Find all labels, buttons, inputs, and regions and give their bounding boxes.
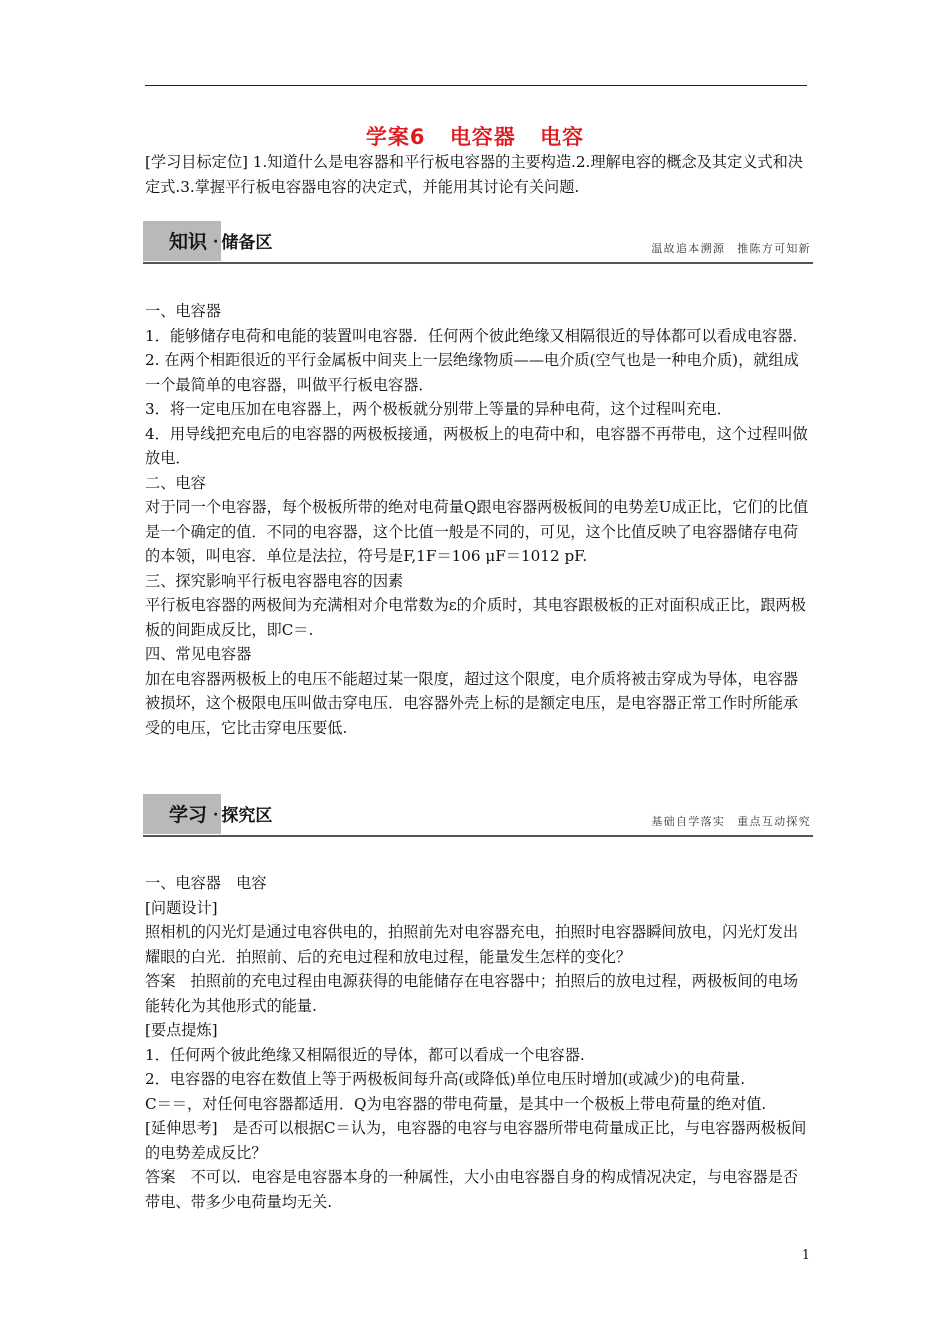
paragraph: 照相机的闪光灯是通过电容供电的，拍照前先对电容器充电，拍照时电容器瞬间放电，闪光灯发出耀眼的白光．拍照前、后的充电过程和放电过程，能量发生怎样的变化？ bbox=[145, 923, 799, 966]
banner-sub: 探究区 bbox=[221, 806, 273, 826]
title-topic-1: 电容器 bbox=[449, 125, 516, 149]
paragraph: 四、常见电容器 bbox=[145, 645, 252, 663]
slogan-right: 重点互动探究 bbox=[737, 815, 811, 828]
banner-underline bbox=[143, 835, 813, 837]
paragraph: 2. 在两个相距很近的平行金属板中间夹上一层绝缘物质——电介质(空气也是一种电介质)，就组成一个最简单的电容器，叫做平行板电容器． bbox=[145, 351, 799, 394]
slogan-right: 推陈方可知新 bbox=[737, 242, 811, 255]
paragraph: 三、探究影响平行板电容器电容的因素 bbox=[145, 571, 404, 590]
paragraph: 1．任何两个彼此绝缘又相隔很近的导体，都可以看成一个电容器. bbox=[145, 1045, 585, 1064]
banner-underline bbox=[143, 262, 813, 264]
paragraph: 一、电容器 电容 bbox=[145, 874, 267, 892]
banner-dot: · bbox=[213, 234, 219, 250]
paragraph: [问题设计] bbox=[145, 898, 218, 917]
banner-label bbox=[169, 800, 272, 827]
paragraph: 平行板电容器的两极间为充满相对介电常数为ε的介质时，其电容跟极板的正对面积成正比，跟两极板的间距成反比，即C＝. bbox=[145, 596, 806, 639]
slogan-left: 温故追本溯源 bbox=[651, 242, 726, 255]
header-rule bbox=[145, 85, 807, 86]
banner-sub: 储备区 bbox=[221, 233, 273, 253]
paragraph: 二、电容 bbox=[145, 473, 206, 492]
paragraph: [延伸思考] 是否可以根据C＝认为，电容器的电容与电容器所带电荷量成正比，与电容器两极板间的电势差成反比？ bbox=[145, 1119, 807, 1162]
paragraph: 一、电容器 bbox=[145, 302, 221, 320]
paragraph: 对于同一个电容器，每个极板所带的绝对电荷量Q跟电容器两极板间的电势差U成正比，它们的比值是一个确定的值．不同的电容器，这个比值一般是不同的，可见，这个比值反映了电容器储存电荷的本领，叫电容．单位是法拉，符号是F,1F＝106 μF＝1012 pF. bbox=[145, 498, 809, 565]
banner-slogan bbox=[651, 813, 811, 829]
banner-dot: · bbox=[213, 807, 219, 823]
banner-slogan bbox=[651, 240, 811, 256]
paragraph: 3．将一定电压加在电容器上，两个极板就分别带上等量的异种电荷，这个过程叫充电． bbox=[145, 400, 732, 418]
knowledge-content bbox=[145, 299, 811, 740]
paragraph: 加在电容器两极板上的电压不能超过某一限度，超过这个限度，电介质将被击穿成为导体，电容器被损坏，这个极限电压叫做击穿电压．电容器外壳上标的是额定电压，是电容器正常工作时所能承受的电压，它比击穿电压要低. bbox=[145, 669, 799, 737]
page-number: 1 bbox=[801, 1248, 810, 1263]
paragraph: 4．用导线把充电后的电容器的两极板接通，两极板上的电荷中和，电容器不再带电，这个过程叫做放电． bbox=[145, 424, 808, 467]
title-topic-2: 电容 bbox=[540, 125, 585, 149]
paragraph: 答案 不可以．电容是电容器本身的一种属性，大小由电容器自身的构成情况决定，与电容器是否带电、带多少电荷量均无关. bbox=[145, 1168, 799, 1211]
title-lesson: 学案6 bbox=[365, 125, 426, 149]
paragraph: 答案 拍照前的充电过程由电源获得的电能储存在电容器中；拍照后的放电过程，两极板间的电场能转化为其他形式的能量. bbox=[145, 972, 799, 1015]
banner-label bbox=[169, 227, 272, 254]
study-content bbox=[145, 871, 811, 1214]
banner-head: 知识 bbox=[169, 231, 208, 253]
paragraph: 2．电容器的电容在数值上等于两极板间每升高(或降低)单位电压时增加(或减少)的电荷量. bbox=[145, 1070, 746, 1088]
paragraph: [要点提炼] bbox=[145, 1021, 218, 1039]
banner-head: 学习 bbox=[169, 804, 208, 826]
section-banner-study bbox=[143, 794, 813, 838]
section-banner-knowledge bbox=[143, 221, 813, 265]
paragraph: C＝＝，对任何电容器都适用．Q为电容器的带电荷量，是其中一个极板上带电荷量的绝对值. bbox=[145, 1094, 767, 1113]
paragraph: 1．能够储存电荷和电能的装置叫电容器．任何两个彼此绝缘又相隔很近的导体都可以看成电容器． bbox=[145, 326, 808, 345]
learning-objectives: [学习目标定位] 1.知道什么是电容器和平行板电容器的主要构造.2.理解电容的概念及其定义式和决定式.3.掌握平行板电容器电容的决定式，并能用其讨论有关问题. bbox=[145, 153, 803, 196]
slogan-left: 基础自学落实 bbox=[651, 815, 726, 828]
page-title bbox=[0, 121, 950, 151]
